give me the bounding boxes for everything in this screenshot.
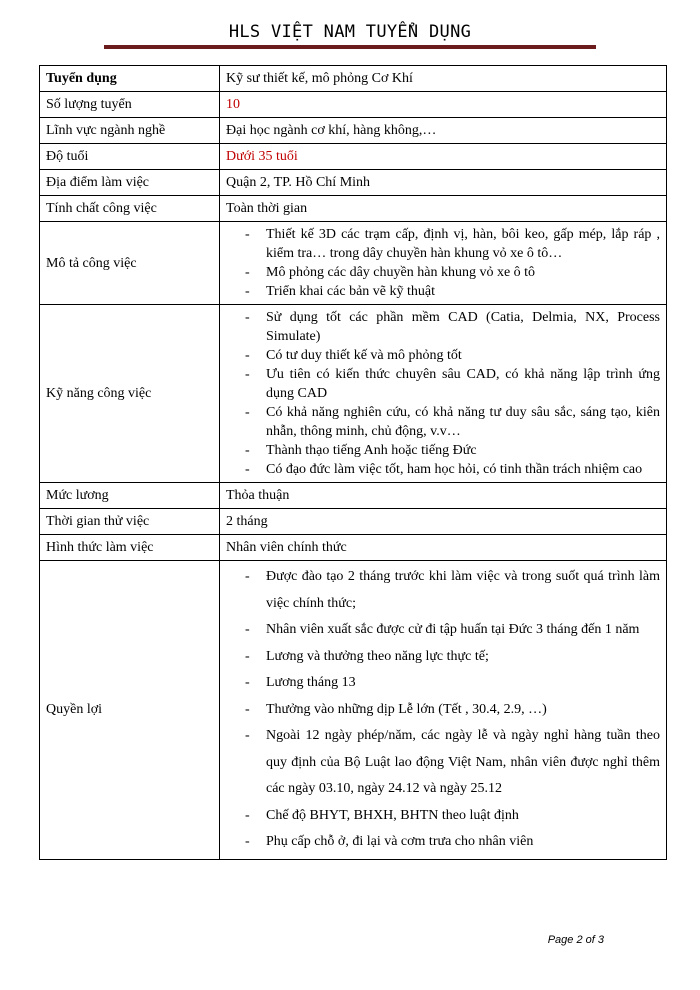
list-item: - Có khả năng nghiên cứu, có khả năng tư duy sâu sắc, sáng tạo, kiên nhẫn, thông minh, chủ động, v.v… [266, 403, 660, 441]
list-item: - Phụ cấp chỗ ở, đi lại và cơm trưa cho nhân viên [266, 829, 660, 856]
list-item: - Thành thạo tiếng Anh hoặc tiếng Đức [266, 441, 660, 460]
table-row-skills [40, 305, 667, 483]
quantity-value: 10 [220, 92, 667, 118]
position-value: Kỹ sư thiết kế, mô phỏng Cơ Khí [220, 66, 667, 92]
probation-value: 2 tháng [220, 509, 667, 535]
table-row-location [40, 170, 667, 196]
job-table [39, 65, 667, 860]
skills-label: Kỹ năng công việc [40, 305, 220, 483]
salary-value: Thỏa thuận [220, 483, 667, 509]
table-row-probation [40, 509, 667, 535]
list-item: - Lương tháng 13 [266, 670, 660, 697]
table-row-field [40, 118, 667, 144]
list-item: - Chế độ BHYT, BHXH, BHTN theo luật định [266, 803, 660, 830]
benefits-cell [220, 561, 667, 860]
list-item: - Nhân viên xuất sắc được cử đi tập huấn tại Đức 3 tháng đến 1 năm [266, 617, 660, 644]
table-row-position [40, 66, 667, 92]
page-number: Page 2 of 3 [547, 934, 604, 946]
list-item: - Có đạo đức làm việc tốt, ham học hỏi, có tinh thần trách nhiệm cao [266, 460, 660, 479]
nature-label: Tính chất công việc [40, 196, 220, 222]
table-row-description [40, 222, 667, 305]
benefits-label: Quyền lợi [40, 561, 220, 860]
benefits-list [226, 564, 660, 856]
list-item: - Thưởng vào những dịp Lễ lớn (Tết , 30.4, 2.9, …) [266, 697, 660, 724]
title-rule [104, 45, 596, 49]
employment-label: Hình thức làm việc [40, 535, 220, 561]
skills-list [226, 308, 660, 479]
page-title: HLS VIỆT NAM TUYỂN DỤNG [228, 22, 472, 42]
description-cell [220, 222, 667, 305]
employment-value: Nhân viên chính thức [220, 535, 667, 561]
list-item: - Được đào tạo 2 tháng trước khi làm việc và trong suốt quá trình làm việc chính thức; [266, 564, 660, 617]
table-row-benefits [40, 561, 667, 860]
location-label: Địa điểm làm việc [40, 170, 220, 196]
age-value: Dưới 35 tuổi [220, 144, 667, 170]
table-row-nature [40, 196, 667, 222]
probation-label: Thời gian thử việc [40, 509, 220, 535]
list-item: - Ngoài 12 ngày phép/năm, các ngày lễ và ngày nghỉ hàng tuần theo quy định của Bộ Luật lao động Việt Nam, nhân viên được nghỉ thêm các ngày 03.10, ngày 24.12 và ngày 25.12 [266, 723, 660, 803]
quantity-label: Số lượng tuyển [40, 92, 220, 118]
list-item: - Ưu tiên có kiến thức chuyên sâu CAD, có khả năng lập trình ứng dụng CAD [266, 365, 660, 403]
description-list [226, 225, 660, 301]
skills-cell [220, 305, 667, 483]
nature-value: Toàn thời gian [220, 196, 667, 222]
position-label: Tuyển dụng [40, 66, 220, 92]
list-item: - Mô phỏng các dây chuyền hàn khung vỏ xe ô tô [266, 263, 660, 282]
field-label: Lĩnh vực ngành nghề [40, 118, 220, 144]
list-item: - Sử dụng tốt các phần mềm CAD (Catia, Delmia, NX, Process Simulate) [266, 308, 660, 346]
field-value: Đại học ngành cơ khí, hàng không,… [220, 118, 667, 144]
table-row-quantity [40, 92, 667, 118]
list-item: - Triển khai các bản vẽ kỹ thuật [266, 282, 660, 301]
list-item: - Lương và thưởng theo năng lực thực tế; [266, 644, 660, 671]
table-row-age [40, 144, 667, 170]
age-label: Độ tuổi [40, 144, 220, 170]
table-row-employment [40, 535, 667, 561]
description-label: Mô tả công việc [40, 222, 220, 305]
salary-label: Mức lương [40, 483, 220, 509]
list-item: - Có tư duy thiết kế và mô phỏng tốt [266, 346, 660, 365]
list-item: - Thiết kế 3D các trạm cấp, định vị, hàn, bôi keo, gấp mép, lắp ráp , kiểm tra… trong dây chuyền hàn khung vỏ xe ô tô… [266, 225, 660, 263]
location-value: Quận 2, TP. Hồ Chí Minh [220, 170, 667, 196]
table-row-salary [40, 483, 667, 509]
